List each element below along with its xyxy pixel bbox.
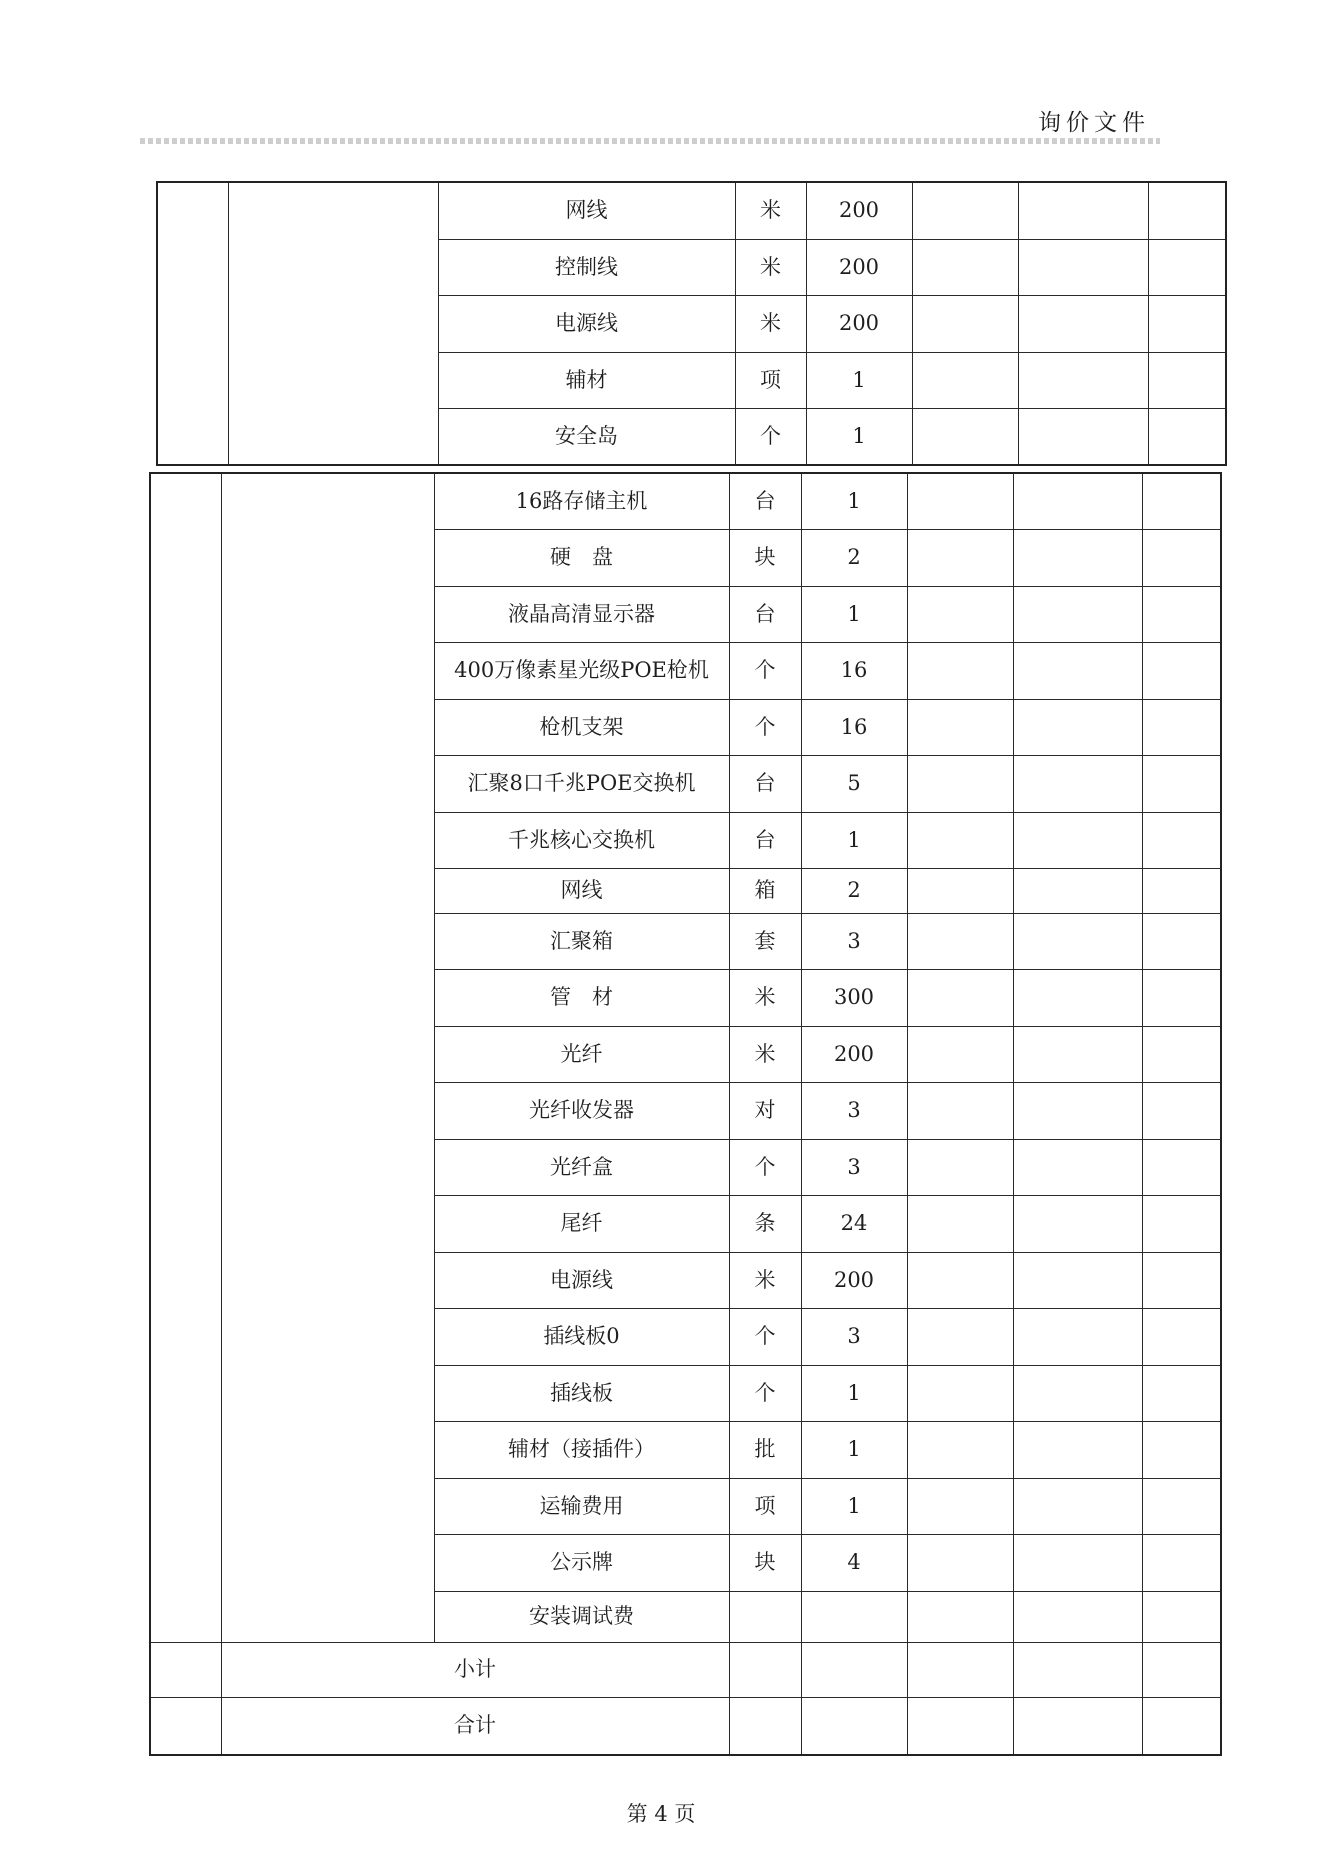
item-cell: 400万像素星光级POE枪机 xyxy=(434,642,729,699)
item-cell: 光纤收发器 xyxy=(434,1082,729,1139)
qty-cell: 16 xyxy=(801,699,907,755)
unit-cell: 台 xyxy=(729,586,801,642)
empty-cell xyxy=(1013,1534,1142,1591)
qty-cell: 3 xyxy=(801,1139,907,1195)
qty-cell: 3 xyxy=(801,1082,907,1139)
empty-cell xyxy=(1142,868,1221,913)
empty-cell xyxy=(1142,1026,1221,1082)
empty-cell xyxy=(912,408,1018,465)
empty-cell xyxy=(1018,239,1148,295)
qty-cell: 16 xyxy=(801,642,907,699)
item-cell: 硬 盘 xyxy=(434,529,729,586)
empty-cell xyxy=(907,529,1013,586)
empty-cell xyxy=(1013,1642,1142,1697)
qty-cell: 300 xyxy=(801,969,907,1026)
item-cell: 尾纤 xyxy=(434,1195,729,1252)
empty-cell xyxy=(1142,642,1221,699)
item-cell: 电源线 xyxy=(434,1252,729,1308)
empty-cell xyxy=(1148,352,1226,408)
unit-cell: 套 xyxy=(729,913,801,969)
item-cell: 电源线 xyxy=(438,295,735,352)
empty-cell xyxy=(1018,182,1148,239)
empty-cell xyxy=(801,1697,907,1755)
item-cell: 光纤盒 xyxy=(434,1139,729,1195)
empty-cell xyxy=(1013,1591,1142,1642)
empty-cell xyxy=(1142,1421,1221,1478)
unit-cell: 箱 xyxy=(729,868,801,913)
empty-cell xyxy=(1013,586,1142,642)
item-cell: 液晶高清显示器 xyxy=(434,586,729,642)
empty-cell xyxy=(801,1642,907,1697)
unit-cell: 条 xyxy=(729,1195,801,1252)
empty-cell xyxy=(1013,1308,1142,1365)
document-title: 询价文件 xyxy=(1038,110,1150,136)
qty-cell: 2 xyxy=(801,529,907,586)
empty-cell xyxy=(1142,699,1221,755)
group-cell xyxy=(150,473,221,1642)
qty-cell: 200 xyxy=(806,239,912,295)
unit-cell: 米 xyxy=(729,1026,801,1082)
item-cell: 千兆核心交换机 xyxy=(434,812,729,868)
empty-cell xyxy=(907,969,1013,1026)
empty-cell xyxy=(1142,1082,1221,1139)
empty-cell xyxy=(1142,1697,1221,1755)
empty-cell xyxy=(1148,295,1226,352)
unit-cell: 个 xyxy=(729,1365,801,1421)
empty-cell xyxy=(1013,1478,1142,1534)
group-name-cell xyxy=(221,473,434,1642)
empty-cell xyxy=(907,1697,1013,1755)
unit-cell: 台 xyxy=(729,473,801,529)
unit-cell: 个 xyxy=(729,642,801,699)
unit-cell: 批 xyxy=(729,1421,801,1478)
header-divider xyxy=(140,138,1160,144)
empty-cell xyxy=(1148,239,1226,295)
empty-cell xyxy=(1013,868,1142,913)
empty-cell xyxy=(1013,1082,1142,1139)
item-cell: 控制线 xyxy=(438,239,735,295)
empty-cell xyxy=(1142,1365,1221,1421)
unit-cell: 个 xyxy=(735,408,806,465)
empty-cell xyxy=(1142,1195,1221,1252)
qty-cell: 5 xyxy=(801,755,907,812)
empty-cell xyxy=(1142,1591,1221,1642)
item-cell: 管 材 xyxy=(434,969,729,1026)
unit-cell: 台 xyxy=(729,755,801,812)
qty-cell: 1 xyxy=(801,473,907,529)
item-cell: 网线 xyxy=(434,868,729,913)
empty-cell xyxy=(907,642,1013,699)
empty-cell xyxy=(1013,812,1142,868)
qty-cell: 2 xyxy=(801,868,907,913)
qty-cell: 200 xyxy=(806,295,912,352)
unit-cell: 台 xyxy=(729,812,801,868)
item-cell: 辅材 xyxy=(438,352,735,408)
empty-cell xyxy=(907,1365,1013,1421)
unit-cell: 米 xyxy=(735,239,806,295)
item-cell: 光纤 xyxy=(434,1026,729,1082)
empty-cell xyxy=(1018,295,1148,352)
empty-cell xyxy=(907,1195,1013,1252)
empty-cell xyxy=(907,1026,1013,1082)
empty-cell xyxy=(1013,1421,1142,1478)
unit-cell: 米 xyxy=(729,1252,801,1308)
empty-cell xyxy=(1148,182,1226,239)
unit-cell: 项 xyxy=(729,1478,801,1534)
item-cell: 16路存储主机 xyxy=(434,473,729,529)
empty-cell xyxy=(1142,1139,1221,1195)
empty-cell xyxy=(1013,1026,1142,1082)
summary-index-cell xyxy=(150,1697,221,1755)
item-cell: 插线板 xyxy=(434,1365,729,1421)
empty-cell xyxy=(1142,529,1221,586)
qty-cell: 200 xyxy=(801,1026,907,1082)
qty-cell: 200 xyxy=(806,182,912,239)
unit-cell: 对 xyxy=(729,1082,801,1139)
empty-cell xyxy=(1142,913,1221,969)
group-name-cell xyxy=(228,182,438,465)
unit-cell: 块 xyxy=(729,1534,801,1591)
item-cell: 汇聚箱 xyxy=(434,913,729,969)
unit-cell: 个 xyxy=(729,699,801,755)
empty-cell xyxy=(1142,1308,1221,1365)
empty-cell xyxy=(1142,586,1221,642)
unit-cell: 个 xyxy=(729,1139,801,1195)
unit-cell: 项 xyxy=(735,352,806,408)
empty-cell xyxy=(1013,529,1142,586)
empty-cell xyxy=(1142,1478,1221,1534)
qty-cell: 3 xyxy=(801,1308,907,1365)
unit-cell: 米 xyxy=(729,969,801,1026)
empty-cell xyxy=(907,913,1013,969)
empty-cell xyxy=(1018,352,1148,408)
empty-cell xyxy=(1013,1195,1142,1252)
qty-cell: 1 xyxy=(801,1478,907,1534)
subtotal-label: 小计 xyxy=(221,1642,729,1697)
empty-cell xyxy=(1013,913,1142,969)
empty-cell xyxy=(1013,969,1142,1026)
empty-cell xyxy=(1013,1139,1142,1195)
empty-cell xyxy=(907,586,1013,642)
empty-cell xyxy=(907,755,1013,812)
empty-cell xyxy=(907,868,1013,913)
empty-cell xyxy=(907,1139,1013,1195)
item-cell: 插线板0 xyxy=(434,1308,729,1365)
table-continued xyxy=(156,181,1227,466)
total-label: 合计 xyxy=(221,1697,729,1755)
empty-cell xyxy=(907,699,1013,755)
empty-cell xyxy=(912,295,1018,352)
empty-cell xyxy=(1142,1642,1221,1697)
empty-cell xyxy=(907,1478,1013,1534)
empty-cell xyxy=(907,1534,1013,1591)
empty-cell xyxy=(912,182,1018,239)
empty-cell xyxy=(1018,408,1148,465)
empty-cell xyxy=(907,1082,1013,1139)
empty-cell xyxy=(1013,755,1142,812)
empty-cell xyxy=(1142,969,1221,1026)
qty-cell: 1 xyxy=(801,812,907,868)
empty-cell xyxy=(1013,1252,1142,1308)
summary-index-cell xyxy=(150,1642,221,1697)
unit-cell: 米 xyxy=(735,295,806,352)
unit-cell: 个 xyxy=(729,1308,801,1365)
qty-cell: 3 xyxy=(801,913,907,969)
qty-cell: 1 xyxy=(801,1421,907,1478)
item-cell: 公示牌 xyxy=(434,1534,729,1591)
empty-cell xyxy=(907,1308,1013,1365)
qty-cell: 4 xyxy=(801,1534,907,1591)
empty-cell xyxy=(1013,1697,1142,1755)
empty-cell xyxy=(1013,473,1142,529)
empty-cell xyxy=(729,1642,801,1697)
unit-cell xyxy=(729,1591,801,1642)
qty-cell: 1 xyxy=(801,586,907,642)
item-cell: 安全岛 xyxy=(438,408,735,465)
empty-cell xyxy=(907,1252,1013,1308)
empty-cell xyxy=(1013,1365,1142,1421)
empty-cell xyxy=(1013,642,1142,699)
table-main xyxy=(149,472,1222,1756)
qty-cell xyxy=(801,1591,907,1642)
empty-cell xyxy=(907,473,1013,529)
unit-cell: 米 xyxy=(735,182,806,239)
qty-cell: 200 xyxy=(801,1252,907,1308)
empty-cell xyxy=(1142,473,1221,529)
empty-cell xyxy=(729,1697,801,1755)
empty-cell xyxy=(1013,699,1142,755)
empty-cell xyxy=(912,239,1018,295)
empty-cell xyxy=(907,1642,1013,1697)
empty-cell xyxy=(912,352,1018,408)
group-cell xyxy=(157,182,228,465)
page-number: 第 4 页 xyxy=(626,1802,696,1826)
item-cell: 汇聚8口千兆POE交换机 xyxy=(434,755,729,812)
item-cell: 网线 xyxy=(438,182,735,239)
empty-cell xyxy=(907,1421,1013,1478)
empty-cell xyxy=(1142,812,1221,868)
item-cell: 安装调试费 xyxy=(434,1591,729,1642)
item-cell: 枪机支架 xyxy=(434,699,729,755)
empty-cell xyxy=(1142,1252,1221,1308)
empty-cell xyxy=(1148,408,1226,465)
empty-cell xyxy=(907,812,1013,868)
qty-cell: 1 xyxy=(806,352,912,408)
empty-cell xyxy=(1142,1534,1221,1591)
qty-cell: 24 xyxy=(801,1195,907,1252)
qty-cell: 1 xyxy=(806,408,912,465)
empty-cell xyxy=(1142,755,1221,812)
qty-cell: 1 xyxy=(801,1365,907,1421)
item-cell: 辅材（接插件） xyxy=(434,1421,729,1478)
item-cell: 运输费用 xyxy=(434,1478,729,1534)
empty-cell xyxy=(907,1591,1013,1642)
unit-cell: 块 xyxy=(729,529,801,586)
